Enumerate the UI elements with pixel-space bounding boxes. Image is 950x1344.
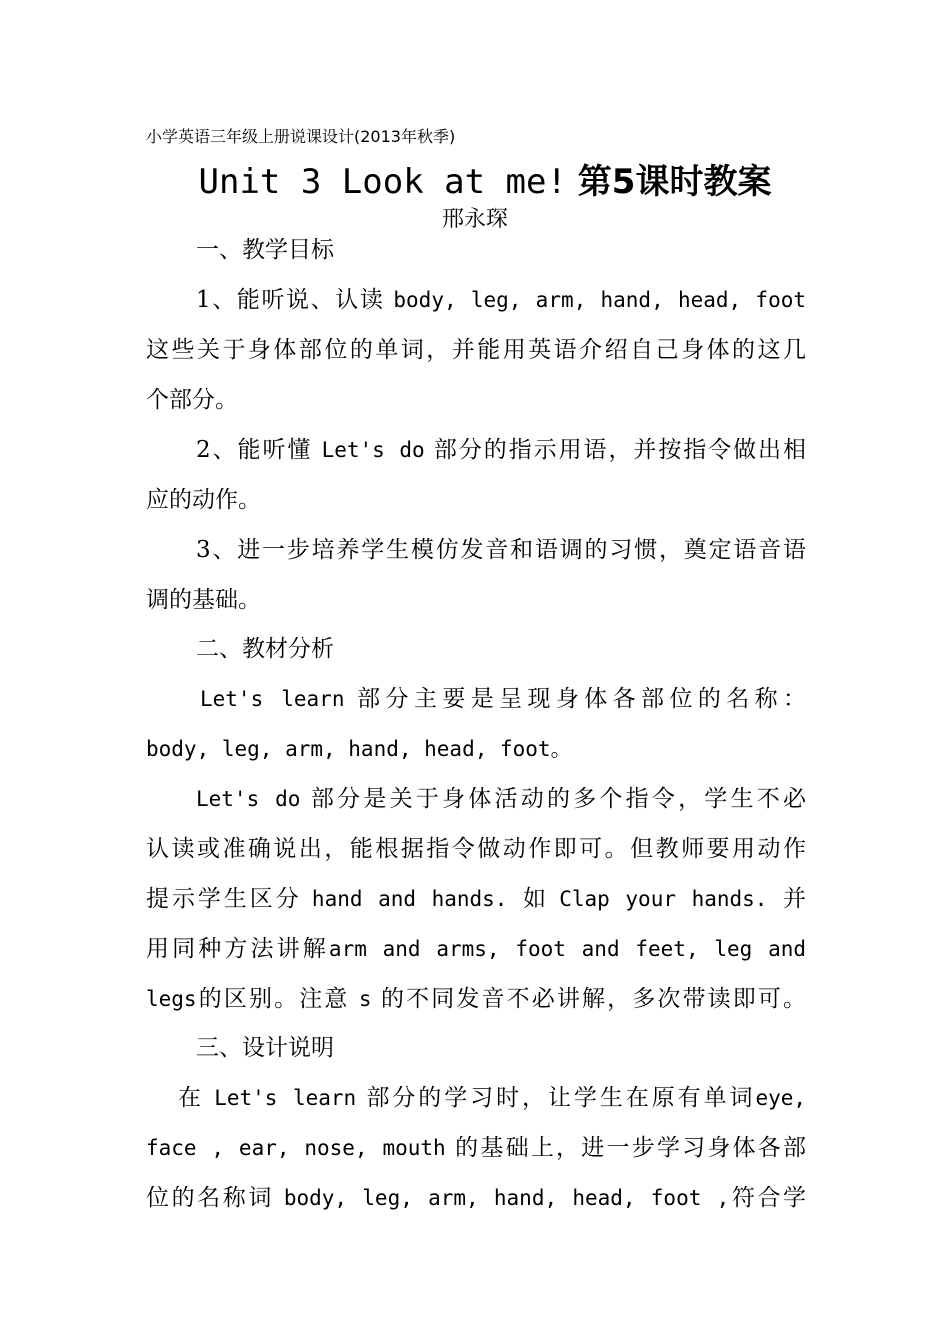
- text-run: 的区别。注意: [196, 986, 359, 1012]
- text-run: 部分主要是呈现身体各部位的名称：: [344, 686, 807, 712]
- text-run: hand and hands.: [311, 887, 524, 911]
- objective-1-line-1: [146, 285, 806, 315]
- section-heading-analysis: 二、教材分析: [196, 636, 334, 662]
- objective-3-line-2: 调的基础。: [146, 587, 261, 613]
- text-run: arm and arms, foot and feet, leg and: [328, 937, 806, 961]
- objective-1-line-3: 个部分。: [146, 387, 238, 413]
- text-run: 3、进一步培养学生模仿发音和语调的习惯，奠定语音语: [196, 537, 806, 563]
- text-run: body, leg, arm, hand, head, foot。: [146, 737, 572, 761]
- text-run: 在: [178, 1085, 215, 1111]
- text-run: 位的名称词: [146, 1185, 284, 1211]
- text-run: eye,: [755, 1086, 807, 1110]
- text-run: 提示学生区分: [146, 886, 312, 912]
- analysis-1-line-1: [146, 684, 806, 714]
- author-name: 邢永琛: [441, 207, 508, 232]
- objective-3-line-1: [146, 535, 806, 565]
- text-run: 1、能听说、认读: [196, 287, 394, 313]
- analysis-2-line-4: [146, 934, 806, 964]
- title-chinese: 第5课时教案: [577, 162, 772, 202]
- analysis-1-line-2: [146, 734, 572, 764]
- text-run: 部分是关于身体活动的多个指令，学生不必: [300, 786, 806, 812]
- objective-2-line-2: 应的动作。: [146, 487, 261, 513]
- text-run: 的基础上，进一步学习身体各部: [445, 1135, 806, 1161]
- design-1-line-1: [146, 1083, 806, 1113]
- text-run: Let's do: [321, 438, 425, 462]
- section-heading-objectives: 一、教学目标: [196, 237, 334, 263]
- objective-1-line-2: 这些关于身体部位的单词，并能用英语介绍自己身体的这几: [146, 337, 806, 363]
- text-run: face , ear, nose, mouth: [146, 1136, 446, 1160]
- design-1-line-3: [146, 1183, 806, 1213]
- text-run: Let's do: [196, 787, 301, 811]
- text-run: 并: [783, 886, 807, 912]
- text-run: 2、能听懂: [196, 437, 322, 463]
- title-english: Unit 3 Look at me!: [198, 162, 567, 202]
- text-run: legs: [146, 987, 197, 1011]
- text-run: 用同种方法讲解: [146, 936, 329, 962]
- text-run: Let's learn: [200, 687, 345, 711]
- analysis-2-line-5: [146, 984, 806, 1014]
- text-run: body, leg, arm, hand, head, foot: [393, 288, 806, 312]
- text-run: Let's learn: [214, 1086, 357, 1110]
- analysis-2-line-1: [146, 784, 806, 814]
- analysis-2-line-2: 认读或准确说出，能根据指令做动作即可。但教师要用动作: [146, 836, 806, 862]
- text-run: body, leg, arm, hand, head, foot ,: [283, 1186, 730, 1210]
- objective-2-line-1: [146, 435, 806, 465]
- analysis-2-line-3: [146, 884, 806, 914]
- text-run: s: [358, 987, 372, 1011]
- text-run: 部分的指示用语，并按指令做出相: [424, 437, 806, 463]
- text-run: Clap your hands.: [559, 887, 784, 911]
- text-run: 如: [523, 886, 560, 912]
- page-title: [0, 154, 950, 203]
- header-note: 小学英语三年级上册说课设计(2013年秋季): [146, 127, 456, 146]
- text-run: 部分的学习时，让学生在原有单词: [356, 1085, 756, 1111]
- design-1-line-2: [146, 1133, 806, 1163]
- section-heading-design: 三、设计说明: [196, 1035, 334, 1061]
- text-run: 的不同发音不必讲解，多次带读即可。: [371, 986, 807, 1012]
- text-run: 符合学: [729, 1185, 806, 1211]
